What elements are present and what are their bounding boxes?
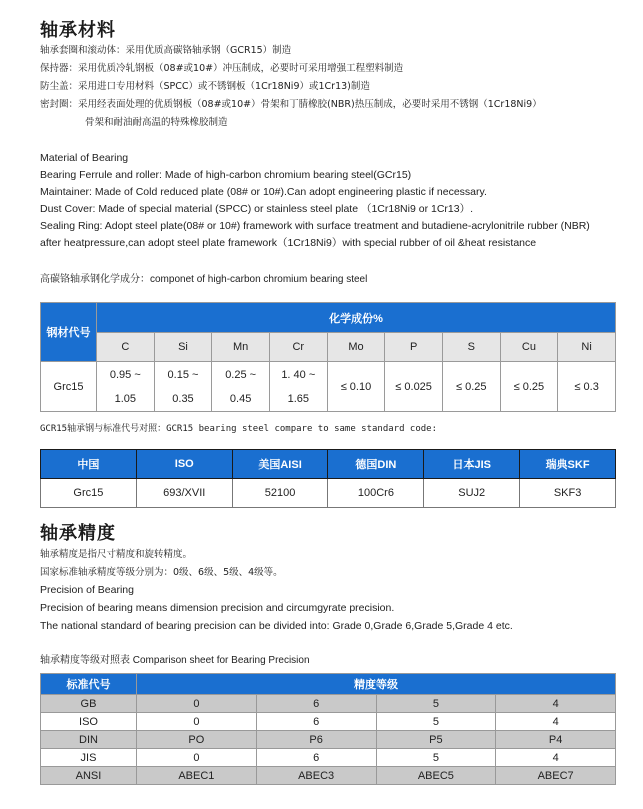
precision-code: ISO bbox=[41, 713, 137, 731]
precision-grade: 5 bbox=[376, 695, 496, 713]
precision-grade: 5 bbox=[376, 749, 496, 767]
standard-header: 中国 bbox=[41, 450, 137, 479]
element-header: Ni bbox=[558, 333, 616, 362]
element-header: Cr bbox=[269, 333, 327, 362]
element-header: Si bbox=[154, 333, 212, 362]
limit-cell: ≤ 0.3 bbox=[558, 362, 616, 412]
composition-caption: 高碳铬轴承钢化学成分：componet of high-carbon chromium bearing steel bbox=[40, 274, 368, 285]
material-en-line: after heatpressure,can adopt steel plate framework（1Cr18Ni9）with special rubber of oil &heat resistance bbox=[40, 237, 537, 249]
standard-value: 52100 bbox=[232, 479, 328, 508]
standard-header: 美国AISI bbox=[232, 450, 328, 479]
standards-table bbox=[40, 449, 616, 508]
precision-grade-header: 精度等级 bbox=[137, 674, 616, 695]
material-en-line: Sealing Ring: Adopt steel plate(08# or 10#) framework with surface treatment and butadiene-acrylonitrile rubber (NBR) bbox=[40, 220, 590, 232]
standard-header: ISO bbox=[136, 450, 232, 479]
range-cell bbox=[154, 362, 212, 412]
material-title: 轴承材料 bbox=[40, 20, 116, 41]
range-top: 0.25 ~ bbox=[225, 368, 257, 381]
precision-caption: 轴承精度等级对照表 Comparison sheet for Bearing Precision bbox=[40, 655, 310, 666]
range-top: 1. 40 ~ bbox=[281, 368, 316, 381]
precision-grade: 5 bbox=[376, 713, 496, 731]
precision-en-line: Precision of bearing means dimension precision and circumgyrate precision. bbox=[40, 602, 395, 614]
element-header: Mn bbox=[212, 333, 270, 362]
precision-grade: 0 bbox=[137, 695, 257, 713]
precision-table bbox=[40, 673, 616, 785]
precision-grade: 0 bbox=[137, 713, 257, 731]
precision-grade: ABEC5 bbox=[376, 767, 496, 785]
range-cell bbox=[97, 362, 155, 412]
precision-title: 轴承精度 bbox=[40, 523, 116, 544]
material-en-line: Maintainer: Made of Cold reduced plate (08# or 10#).Can adopt engineering plastic if necessary. bbox=[40, 186, 487, 198]
material-cn-line: 密封圈：采用经表面处理的优质钢板（08#或10#）骨架和丁腈橡胶(NBR)热压制成，必要时采用不锈钢（1Cr18Ni9） bbox=[40, 99, 542, 110]
material-en-line: Material of Bearing bbox=[40, 152, 129, 164]
standards-caption: GCR15轴承钢与标准代号对照：GCR15 bearing steel compare to same standard code: bbox=[40, 424, 438, 434]
limit-cell: ≤ 0.10 bbox=[327, 362, 385, 412]
standard-value: SUJ2 bbox=[424, 479, 520, 508]
composition-row-header: 钢材代号 bbox=[41, 303, 97, 362]
standard-value: Grc15 bbox=[41, 479, 137, 508]
range-bottom: 1.05 bbox=[114, 392, 137, 405]
range-bottom: 0.35 bbox=[172, 392, 194, 405]
precision-grade: P6 bbox=[256, 731, 376, 749]
composition-table bbox=[40, 302, 616, 412]
standard-value: SKF3 bbox=[520, 479, 616, 508]
precision-cn-line: 轴承精度是指尺寸精度和旋转精度。 bbox=[40, 549, 193, 560]
material-cn-line: 骨架和耐油耐高温的特殊橡胶制造 bbox=[85, 117, 228, 128]
material-cn-line: 轴承套圈和滚动体：采用优质高碳铬轴承钢（GCR15）制造 bbox=[40, 45, 292, 56]
precision-grade: ABEC1 bbox=[137, 767, 257, 785]
limit-cell: ≤ 0.25 bbox=[442, 362, 500, 412]
precision-grade: 4 bbox=[496, 749, 616, 767]
material-en-line: Dust Cover: Made of special material (SPCC) or stainless steel plate （1Cr18Ni9 or 1Cr13）. bbox=[40, 203, 473, 215]
material-cn-line: 保持器：采用优质冷轧钢板（08#或10#）冲压制成，必要时可采用增强工程塑料制造 bbox=[40, 63, 404, 74]
precision-grade: 4 bbox=[496, 695, 616, 713]
precision-grade: ABEC3 bbox=[256, 767, 376, 785]
precision-grade: 4 bbox=[496, 713, 616, 731]
element-header: Cu bbox=[500, 333, 558, 362]
standard-value: 693/XVII bbox=[136, 479, 232, 508]
precision-grade: ABEC7 bbox=[496, 767, 616, 785]
precision-text-block bbox=[40, 547, 513, 634]
range-cell bbox=[212, 362, 270, 412]
precision-code: JIS bbox=[41, 749, 137, 767]
precision-en-line: Precision of Bearing bbox=[40, 584, 134, 596]
precision-code: GB bbox=[41, 695, 137, 713]
material-en-block bbox=[40, 150, 590, 251]
range-top: 0.95 ~ bbox=[109, 368, 141, 381]
composition-group-header: 化学成份% bbox=[97, 303, 616, 333]
precision-code-header: 标准代号 bbox=[41, 674, 137, 695]
standard-header: 德国DIN bbox=[328, 450, 424, 479]
precision-grade: 6 bbox=[256, 695, 376, 713]
material-cn-line: 防尘盖：采用进口专用材料（SPCC）或不锈钢板（1Cr18Ni9）或1Cr13)制造 bbox=[40, 81, 370, 92]
standard-value: 100Cr6 bbox=[328, 479, 424, 508]
element-header: P bbox=[385, 333, 443, 362]
precision-grade: 6 bbox=[256, 749, 376, 767]
standard-header: 日本JIS bbox=[424, 450, 520, 479]
precision-grade: PO bbox=[137, 731, 257, 749]
precision-grade: P5 bbox=[376, 731, 496, 749]
range-bottom: 1.65 bbox=[287, 392, 309, 405]
limit-cell: ≤ 0.025 bbox=[385, 362, 443, 412]
range-top: 0.15 ~ bbox=[167, 368, 199, 381]
range-cell bbox=[269, 362, 327, 412]
precision-code: ANSI bbox=[41, 767, 137, 785]
element-header: S bbox=[442, 333, 500, 362]
material-cn-block bbox=[40, 43, 542, 131]
grade-cell: Grc15 bbox=[41, 362, 97, 412]
limit-cell: ≤ 0.25 bbox=[500, 362, 558, 412]
precision-en-line: The national standard of bearing precision can be divided into: Grade 0,Grade 6,Grade 5,Grade 4 etc. bbox=[40, 620, 513, 632]
precision-code: DIN bbox=[41, 731, 137, 749]
precision-grade: P4 bbox=[496, 731, 616, 749]
material-en-line: Bearing Ferrule and roller: Made of high-carbon chromium bearing steel(GCr15) bbox=[40, 169, 412, 181]
standard-header: 瑞典SKF bbox=[520, 450, 616, 479]
element-header: Mo bbox=[327, 333, 385, 362]
range-bottom: 0.45 bbox=[229, 392, 252, 405]
element-header: C bbox=[97, 333, 155, 362]
precision-grade: 0 bbox=[137, 749, 257, 767]
precision-grade: 6 bbox=[256, 713, 376, 731]
precision-cn-line: 国家标准轴承精度等级分别为：0级、6级、5级、4级等。 bbox=[40, 567, 283, 578]
